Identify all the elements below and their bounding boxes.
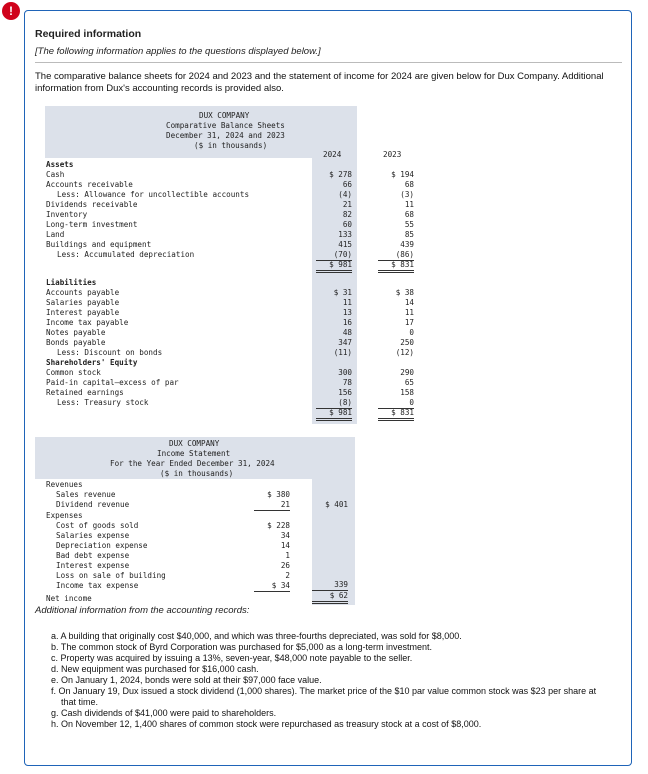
liabilities-value-2023: 14 (404, 298, 414, 307)
expenses-amount: 14 (280, 541, 290, 550)
assets-label: Long-term investment (46, 220, 138, 229)
assets-label: Buildings and equipment (46, 240, 152, 249)
liabilities-value-2024: 300 (338, 368, 352, 377)
note-item: h. On November 12, 1,400 shares of common stock were repurchased as treasury stock at a cost of $8,000. (51, 719, 482, 729)
assets-label: Cash (46, 170, 65, 179)
expenses-amount: 2 (285, 571, 290, 580)
liabilities-value-2024: $ 981 (316, 408, 352, 421)
liabilities-label: Income tax payable (46, 318, 129, 327)
assets-value-2023: 85 (404, 230, 414, 239)
expenses-amount: 26 (280, 561, 290, 570)
intro-paragraph: The comparative balance sheets for 2024 and 2023 and the statement of income for 2024 are given below for Dux Company. Additional information from Dux's accounting records is provided also. (35, 71, 604, 94)
expenses-label: Interest expense (56, 561, 130, 570)
balance-company: DUX COMPANY (199, 111, 250, 120)
assets-value-2023: (86) (378, 250, 414, 261)
note-item: c. Property was acquired by issuing a 13%, seven-year, $48,000 note payable to the seller. (51, 653, 413, 663)
assets-value-2024: (4) (338, 190, 352, 199)
revenues-label: Dividend revenue (56, 500, 130, 509)
balance-title: Comparative Balance Sheets (166, 121, 285, 130)
net-income-amount: $ 62 (312, 591, 348, 604)
liabilities-label: Notes payable (46, 328, 106, 337)
assets-value-2023: 11 (404, 200, 414, 209)
assets-value-2023: 439 (400, 240, 414, 249)
liabilities-value-2023: 11 (404, 308, 414, 317)
liabilities-label: Bonds payable (46, 338, 106, 347)
liabilities-value-2024: 11 (342, 298, 352, 307)
income-units: ($ in thousands) (160, 469, 234, 478)
liabilities-value-2023: (12) (395, 348, 414, 357)
assets-value-2023: 68 (404, 210, 414, 219)
expenses-label: Bad debt expense (56, 551, 130, 560)
liabilities-label: Less: Discount on bonds (57, 348, 163, 357)
liabilities-value-2024: $ 31 (333, 288, 352, 297)
liabilities-value-2023: 158 (400, 388, 414, 397)
assets-label: Less: Allowance for uncollectible accounts (57, 190, 250, 199)
assets-value-2024: $ 981 (316, 260, 352, 273)
additional-info-heading: Additional information from the accounting records: (35, 605, 250, 616)
liabilities-value-2024: 347 (338, 338, 352, 347)
expenses-label: Income tax expense (56, 581, 139, 590)
liabilities-label: Interest payable (46, 308, 120, 317)
liabilities-value-2023: 250 (400, 338, 414, 347)
divider (35, 62, 622, 63)
liabilities-label: Accounts payable (46, 288, 120, 297)
income-title: Income Statement (157, 449, 231, 458)
liabilities-heading: Liabilities (46, 278, 97, 287)
assets-value-2023: 55 (404, 220, 414, 229)
expenses-amount: 34 (280, 531, 290, 540)
revenues-heading: Revenues (46, 480, 83, 489)
balance-col-2024: 2024 (323, 150, 342, 159)
liabilities-value-2024: 78 (342, 378, 352, 387)
liabilities-value-2024: 48 (342, 328, 352, 337)
balance-date: December 31, 2024 and 2023 (166, 131, 285, 140)
expenses-heading: Expenses (46, 511, 83, 520)
revenues-label: Sales revenue (56, 490, 116, 499)
assets-label: Dividends receivable (46, 200, 138, 209)
expenses-label: Salaries expense (56, 531, 130, 540)
liabilities-value-2024: 13 (342, 308, 352, 317)
assets-value-2024: 21 (342, 200, 352, 209)
assets-heading: Assets (46, 160, 74, 169)
assets-value-2024: $ 278 (329, 170, 352, 179)
expenses-total: 339 (312, 580, 348, 591)
expenses-amount: 1 (285, 551, 290, 560)
assets-label: Land (46, 230, 65, 239)
expenses-label: Cost of goods sold (56, 521, 139, 530)
note-item: b. The common stock of Byrd Corporation was purchased for $5,000 as a long-term investment. (51, 642, 433, 652)
applies-note: [The following information applies to the questions displayed below.] (35, 46, 321, 57)
balance-col-2023: 2023 (383, 150, 402, 159)
liabilities-label: Paid-in capital—excess of par (46, 378, 179, 387)
liabilities-value-2023: 17 (404, 318, 414, 327)
required-info-heading: Required information (35, 28, 142, 40)
liabilities-value-2023: $ 38 (395, 288, 414, 297)
note-item: g. Cash dividends of $41,000 were paid to shareholders. (51, 708, 277, 718)
note-item: e. On January 1, 2024, bonds were sold at their $97,000 face value. (51, 675, 322, 685)
revenues-amount: 21 (254, 500, 290, 511)
liabilities-value-2023: 290 (400, 368, 414, 377)
assets-value-2024: 66 (342, 180, 352, 189)
assets-value-2023: $ 831 (378, 260, 414, 273)
alert-icon: ! (2, 2, 20, 20)
net-income-label: Net income (46, 594, 92, 603)
liabilities-value-2024: 16 (342, 318, 352, 327)
income-period: For the Year Ended December 31, 2024 (110, 459, 275, 468)
liabilities-value-2023: 0 (378, 398, 414, 409)
assets-value-2024: 415 (338, 240, 352, 249)
note-item: a. A building that originally cost $40,000, and which was three-fourths depreciated, was sold for $8,000. (51, 631, 462, 641)
assets-value-2024: 133 (338, 230, 352, 239)
liabilities-value-2024: (11) (333, 348, 352, 357)
assets-label: Less: Accumulated depreciation (57, 250, 195, 259)
assets-label: Accounts receivable (46, 180, 133, 189)
liabilities-label: Salaries payable (46, 298, 120, 307)
liabilities-label: Retained earnings (46, 388, 124, 397)
liabilities-label: Shareholders' Equity (46, 358, 138, 367)
assets-label: Inventory (46, 210, 88, 219)
liabilities-value-2024: (8) (316, 398, 352, 409)
liabilities-value-2023: 65 (404, 378, 414, 387)
assets-value-2023: $ 194 (391, 170, 414, 179)
assets-value-2024: 60 (342, 220, 352, 229)
liabilities-value-2023: $ 831 (378, 408, 414, 421)
note-item: f. On January 19, Dux issued a stock dividend (1,000 shares). The market price of the $10 par value common stock was $23 per share at that time. (51, 686, 597, 707)
income-company: DUX COMPANY (169, 439, 220, 448)
expenses-amount: $ 228 (267, 521, 290, 530)
liabilities-value-2024: 156 (338, 388, 352, 397)
revenues-amount: $ 380 (267, 490, 290, 499)
revenues-total: $ 401 (325, 500, 348, 509)
additional-info-list (51, 631, 611, 730)
expenses-label: Depreciation expense (56, 541, 148, 550)
liabilities-label: Less: Treasury stock (57, 398, 149, 407)
assets-value-2024: (70) (316, 250, 352, 261)
note-item: d. New equipment was purchased for $16,000 cash. (51, 664, 259, 674)
expenses-label: Loss on sale of building (56, 571, 166, 580)
liabilities-label: Common stock (46, 368, 101, 377)
assets-value-2023: 68 (404, 180, 414, 189)
balance-units: ($ in thousands) (194, 141, 268, 150)
assets-value-2023: (3) (400, 190, 414, 199)
liabilities-value-2023: 0 (409, 328, 414, 337)
expenses-amount: $ 34 (254, 581, 290, 592)
assets-value-2024: 82 (342, 210, 352, 219)
